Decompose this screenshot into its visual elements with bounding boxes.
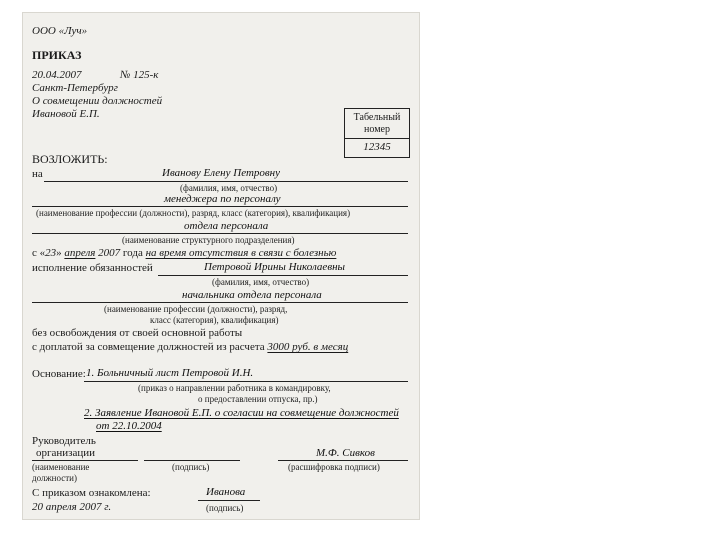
- basis-item1: 1. Больничный лист Петровой И.Н.: [86, 367, 254, 379]
- basis-label: Основание:: [32, 368, 86, 380]
- basis-item2-line1: 2. Заявление Ивановой Е.П. о согласии на совмещение должностей: [84, 407, 399, 419]
- na-label: на: [32, 168, 43, 180]
- org-label: организации: [36, 447, 96, 459]
- caption-signature: (подпись): [172, 462, 210, 472]
- acknowledged-date: 20 апреля 2007 г.: [32, 501, 112, 513]
- fill-line: [32, 206, 408, 207]
- order-date: 20.04.2007: [32, 69, 82, 81]
- order-subject-line2: Ивановой Е.П.: [32, 108, 100, 120]
- head-name: М.Ф. Сивков: [316, 447, 375, 459]
- city: Санкт-Петербург: [32, 82, 118, 94]
- caption-profession2-line2: класс (категория), квалификация): [150, 315, 279, 325]
- tab-number-label-line2: номер: [364, 124, 390, 135]
- caption-fio2: (фамилия, имя, отчество): [212, 277, 310, 287]
- order-subject-line1: О совмещении должностей: [32, 95, 163, 107]
- absent-employee-position: начальника отдела персонала: [182, 289, 322, 301]
- fill-line: [44, 181, 408, 182]
- tab-number-label-line1: Табельный: [353, 112, 401, 123]
- caption-basis-line2: о предоставлении отпуска, пр.): [198, 394, 318, 404]
- signature-line: [198, 500, 260, 501]
- tab-number-box: [344, 108, 410, 158]
- caption-signature2: (подпись): [206, 503, 244, 513]
- caption-profession: (наименование профессии (должности), разряд, класс (категория), квалификация): [36, 208, 351, 218]
- fill-line: [84, 381, 408, 382]
- fill-line: [32, 233, 408, 234]
- date-mid: »: [56, 247, 65, 259]
- duties-label: исполнение обязанностей: [32, 262, 153, 274]
- date-prefix: с «: [32, 247, 46, 259]
- no-release-line: без освобождения от своей основной работы: [32, 327, 243, 339]
- period-line: [32, 248, 336, 259]
- signature-line: [144, 460, 240, 461]
- fill-line: [158, 275, 408, 276]
- start-day: 23: [45, 247, 57, 259]
- surcharge-label: с доплатой за совмещение должностей из расчета: [32, 341, 268, 353]
- caption-position-line2: должности): [32, 473, 77, 483]
- absent-employee-name: Петровой Ирины Николаевны: [204, 261, 345, 273]
- basis-item2-line2: от 22.10.2004: [96, 420, 162, 432]
- caption-basis-line1: (приказ о направлении работника в командировку,: [138, 383, 331, 393]
- caption-decoding: (расшифровка подписи): [288, 462, 380, 472]
- document-type: ПРИКАЗ: [32, 48, 82, 62]
- order-number: № 125-к: [120, 69, 159, 81]
- caption-position-line1: (наименование: [32, 462, 90, 472]
- start-month: апреля: [64, 247, 96, 259]
- tab-number-label: [345, 109, 409, 139]
- caption-department: (наименование структурного подразделения): [122, 235, 295, 245]
- caption-profession2-line1: (наименование профессии (должности), разряд,: [104, 304, 288, 314]
- order-document: [22, 12, 420, 520]
- start-year: 2007: [98, 247, 121, 259]
- employee-position: менеджера по персоналу: [164, 193, 281, 205]
- acknowledged-signature: Иванова: [206, 486, 246, 498]
- fill-line: [32, 302, 408, 303]
- period-reason: на время отсутствия в связи с болезнью: [145, 247, 337, 259]
- tab-number-value: 12345: [363, 141, 391, 153]
- head-label: Руководитель: [32, 435, 96, 447]
- surcharge-line: [32, 342, 348, 353]
- surcharge-value: 3000 руб. в месяц: [267, 341, 349, 353]
- acknowledged-label: С приказом ознакомлена:: [32, 487, 151, 499]
- employee-name: Иванову Елену Петровну: [162, 167, 281, 179]
- section-heading: ВОЗЛОЖИТЬ:: [32, 152, 108, 166]
- employee-department: отдела персонала: [184, 220, 269, 232]
- fill-line: [278, 460, 408, 461]
- caption-fio: (фамилия, имя, отчество): [180, 183, 278, 193]
- organization-name: ООО «Луч»: [32, 25, 88, 37]
- fill-line: [32, 460, 138, 461]
- year-suffix: года: [120, 247, 146, 259]
